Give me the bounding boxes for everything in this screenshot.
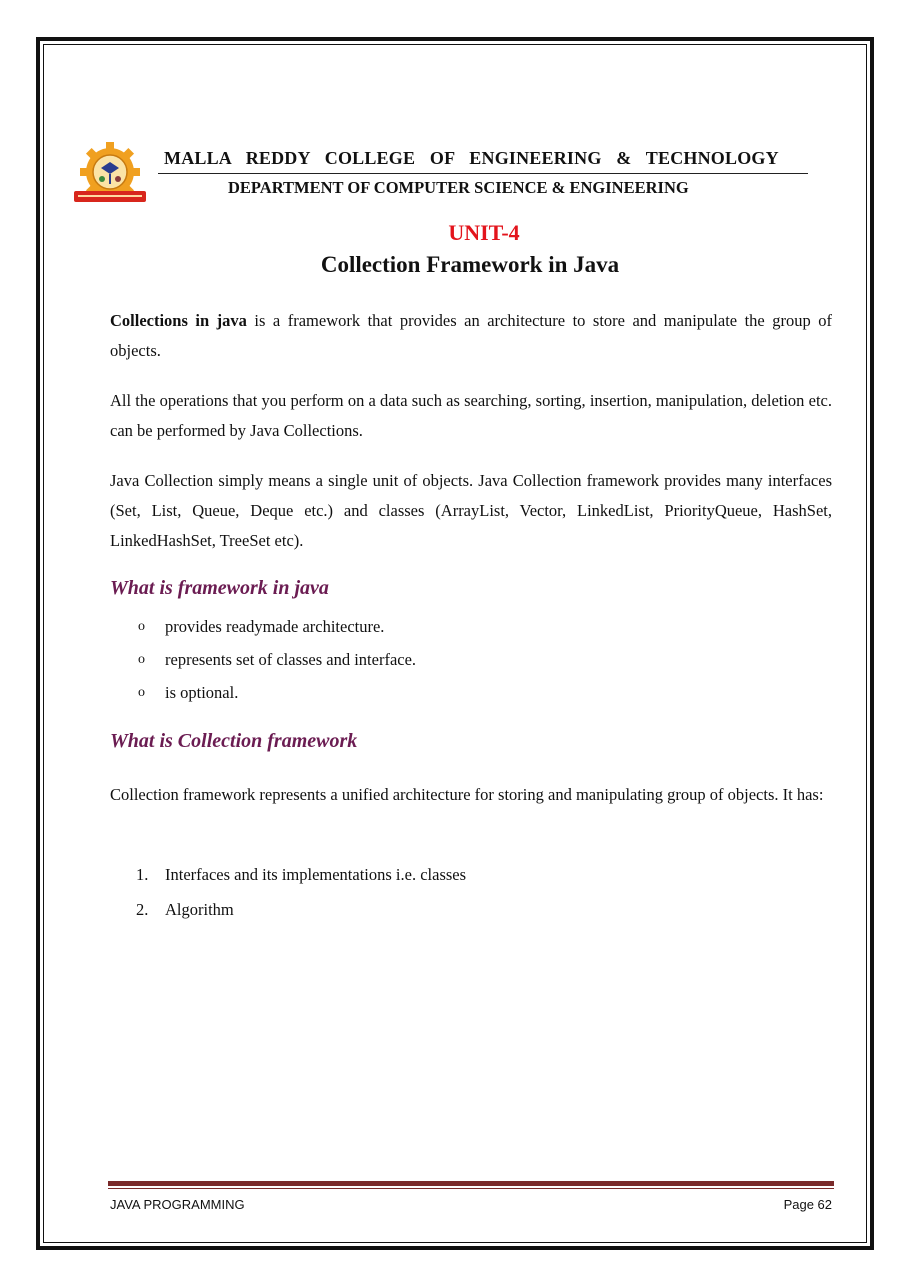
intro-paragraph <box>110 306 832 366</box>
operations-paragraph: All the operations that you perform on a data such as searching, sorting, insertion, manipulation, deletion etc. can be performed by Java Collections. <box>110 391 832 440</box>
page-title: Collection Framework in Java <box>320 252 620 277</box>
list-item-text: Interfaces and its implementations i.e. classes <box>165 865 467 884</box>
footer-course-title: JAVA PROGRAMMING <box>110 1197 245 1212</box>
list-item-text: is optional. <box>165 683 239 702</box>
college-name: MALLA REDDY COLLEGE OF ENGINEERING & TECHNOLOGY <box>164 148 779 168</box>
bullet-marker: o <box>138 652 145 667</box>
intro-text: is a framework that provides an architecture to store and manipulate the group of objects. <box>110 311 832 360</box>
footer-divider-thin <box>108 1188 834 1189</box>
list-item <box>110 650 416 683</box>
framework-bullet-list <box>110 617 416 716</box>
collection-paragraph: Java Collection simply means a single unit of objects. Java Collection framework provides many interfaces (Set, List, Queue, Deque etc.) and classes (ArrayList, Vector, LinkedList, PriorityQueue, HashSet, LinkedHashSet, TreeSet etc). <box>110 471 832 550</box>
header-divider <box>158 173 808 174</box>
list-item-text: Algorithm <box>165 900 234 919</box>
section-heading-collection-framework: What is Collection framework <box>110 730 358 752</box>
list-number: 1. <box>136 865 149 884</box>
list-item <box>110 900 466 935</box>
list-item <box>110 865 466 900</box>
list-item <box>110 683 416 716</box>
bullet-marker: o <box>138 619 145 634</box>
intro-term: Collections in java <box>110 311 247 330</box>
bullet-marker: o <box>138 685 145 700</box>
department-name: DEPARTMENT OF COMPUTER SCIENCE & ENGINEERING <box>228 178 689 197</box>
list-item-text: represents set of classes and interface. <box>165 650 417 669</box>
collection-framework-paragraph: Collection framework represents a unified architecture for storing and manipulating group of objects. It has: <box>110 785 824 804</box>
list-number: 2. <box>136 900 149 919</box>
college-emblem-icon <box>70 142 150 208</box>
collection-framework-numbered-list <box>110 865 466 935</box>
unit-title: UNIT-4 <box>448 220 520 245</box>
list-item <box>110 617 416 650</box>
section-heading-framework: What is framework in java <box>110 577 329 599</box>
footer-page-number: Page 62 <box>783 1197 832 1212</box>
footer-divider-thick <box>108 1181 834 1186</box>
list-item-text: provides readymade architecture. <box>165 617 385 636</box>
